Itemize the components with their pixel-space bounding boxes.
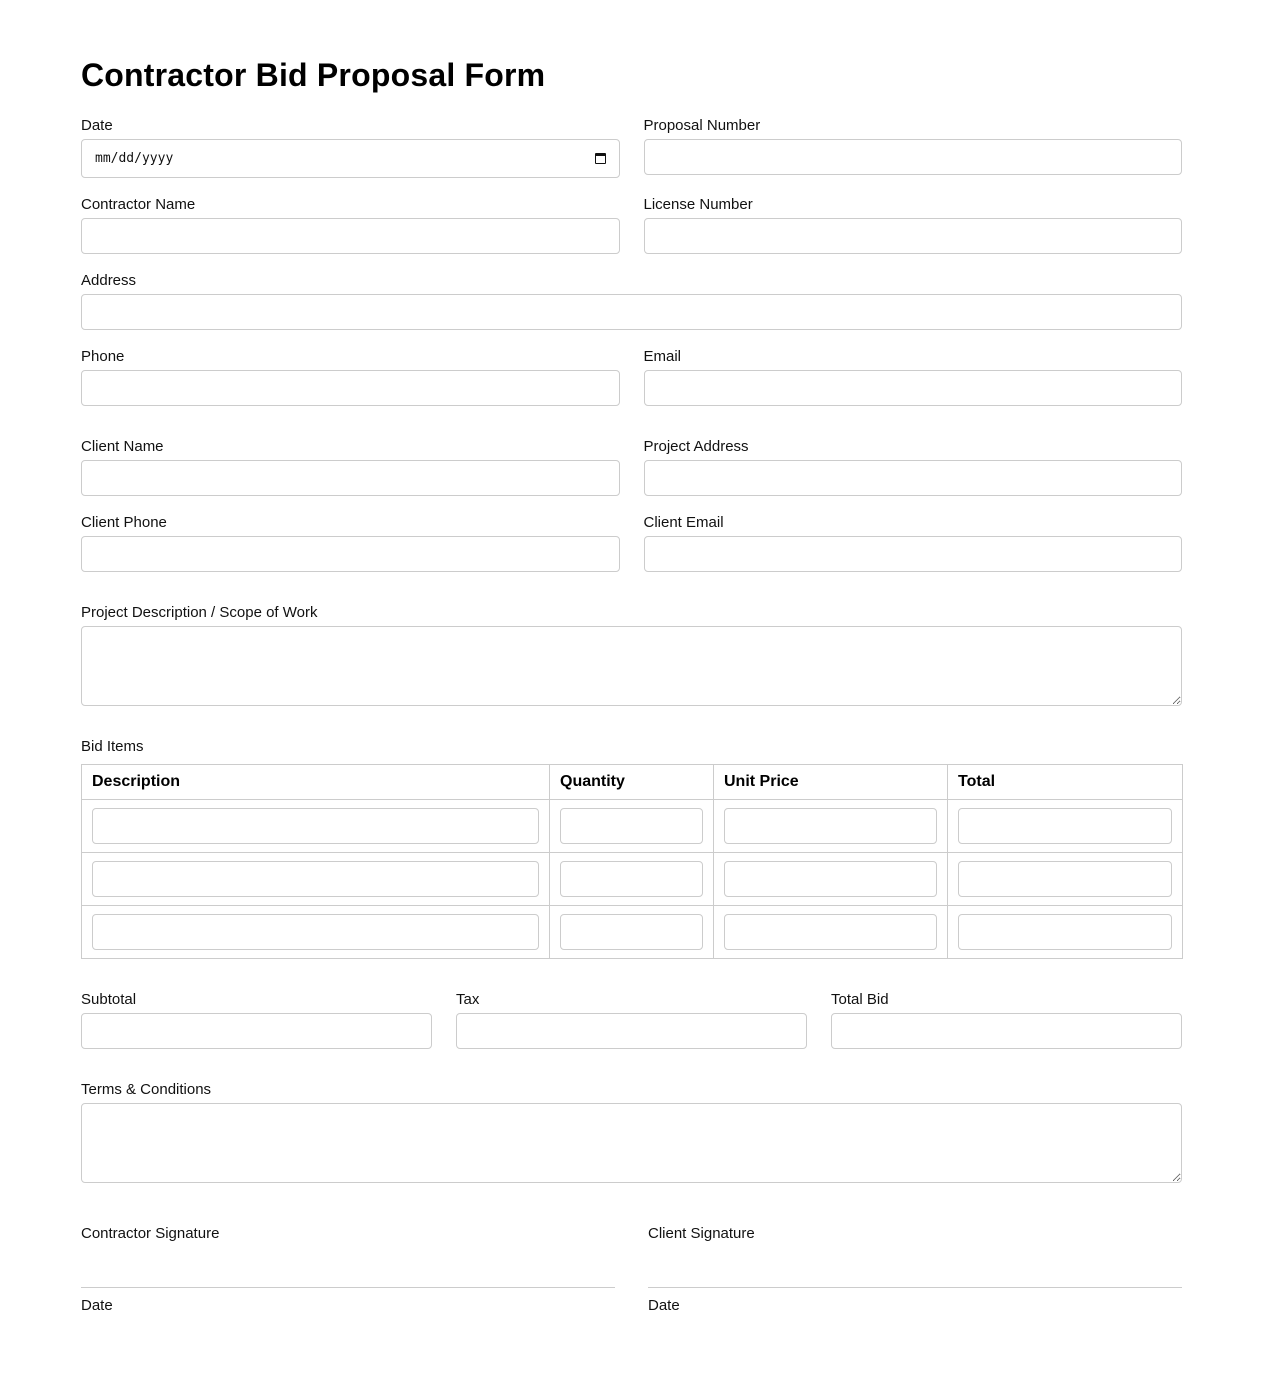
- bid-items-label: Bid Items: [81, 738, 144, 755]
- row-totals: [81, 990, 1182, 1049]
- proposal-number-field-group: [644, 116, 1183, 178]
- item-quantity-input[interactable]: [560, 861, 703, 897]
- email-input[interactable]: [644, 370, 1183, 406]
- project-description-textarea[interactable]: [81, 626, 1182, 706]
- column-header-quantity: Quantity: [550, 765, 714, 800]
- tax-field-group: [456, 990, 807, 1049]
- contractor-signature-block: [81, 1224, 615, 1316]
- total-bid-label: Total Bid: [831, 991, 889, 1008]
- client-signature-date-label: Date: [648, 1297, 680, 1314]
- project-address-input[interactable]: [644, 460, 1183, 496]
- table-header-row: [82, 765, 1183, 800]
- license-number-field-group: [644, 195, 1183, 254]
- phone-label: Phone: [81, 348, 125, 365]
- proposal-number-input[interactable]: [644, 139, 1183, 175]
- bid-items-section: [81, 737, 1183, 959]
- client-signature-label: Client Signature: [648, 1225, 755, 1242]
- date-label: Date: [81, 117, 113, 134]
- contractor-name-input[interactable]: [81, 218, 620, 254]
- item-total-input[interactable]: [958, 808, 1172, 844]
- bid-proposal-form: [81, 0, 1182, 1314]
- row-client-project: [81, 437, 1182, 496]
- page-title: Contractor Bid Proposal Form: [81, 57, 546, 93]
- client-email-label: Client Email: [643, 514, 724, 531]
- item-quantity-input[interactable]: [560, 914, 703, 950]
- date-field-group: [81, 116, 620, 178]
- contractor-signature-date-label: Date: [81, 1297, 113, 1314]
- address-label: Address: [81, 272, 137, 289]
- row-phone-email: [81, 347, 1182, 406]
- table-row: [82, 906, 1183, 959]
- item-unit-price-input[interactable]: [724, 808, 937, 844]
- subtotal-input[interactable]: [81, 1013, 432, 1049]
- table-row: [82, 800, 1183, 853]
- terms-label: Terms & Conditions: [81, 1081, 212, 1098]
- item-total-input[interactable]: [958, 861, 1172, 897]
- client-signature-block: [648, 1224, 1182, 1316]
- address-input[interactable]: [81, 294, 1182, 330]
- phone-input[interactable]: [81, 370, 620, 406]
- item-description-input[interactable]: [92, 861, 539, 897]
- proposal-number-label: Proposal Number: [643, 117, 761, 134]
- row-address: [81, 271, 1182, 330]
- bid-items-table: [81, 764, 1183, 959]
- item-description-input[interactable]: [92, 808, 539, 844]
- item-quantity-input[interactable]: [560, 808, 703, 844]
- row-date-proposal: [81, 116, 1182, 178]
- license-number-input[interactable]: [644, 218, 1183, 254]
- email-label: Email: [643, 348, 682, 365]
- email-field-group: [644, 347, 1183, 406]
- row-client-contact: [81, 513, 1182, 572]
- terms-field-group: [81, 1080, 1182, 1183]
- project-description-field-group: [81, 603, 1182, 706]
- column-header-unit-price: Unit Price: [714, 765, 948, 800]
- client-phone-input[interactable]: [81, 536, 620, 572]
- contractor-signature-label: Contractor Signature: [81, 1225, 220, 1242]
- phone-field-group: [81, 347, 620, 406]
- client-name-field-group: [81, 437, 620, 496]
- project-address-label: Project Address: [643, 438, 749, 455]
- item-total-input[interactable]: [958, 914, 1172, 950]
- terms-textarea[interactable]: [81, 1103, 1182, 1183]
- calendar-icon[interactable]: [595, 153, 606, 164]
- client-name-input[interactable]: [81, 460, 620, 496]
- row-terms: [81, 1080, 1182, 1183]
- project-description-label: Project Description / Scope of Work: [81, 604, 318, 621]
- contractor-signature-line[interactable]: [81, 1247, 615, 1288]
- column-header-total: Total: [948, 765, 1183, 800]
- total-bid-input[interactable]: [831, 1013, 1182, 1049]
- client-signature-line[interactable]: [648, 1247, 1182, 1288]
- row-project-description: [81, 603, 1182, 706]
- item-unit-price-input[interactable]: [724, 914, 937, 950]
- client-phone-field-group: [81, 513, 620, 572]
- tax-input[interactable]: [456, 1013, 807, 1049]
- license-number-label: License Number: [643, 196, 753, 213]
- project-address-field-group: [644, 437, 1183, 496]
- date-input[interactable]: [81, 139, 620, 178]
- tax-label: Tax: [456, 991, 480, 1008]
- subtotal-label: Subtotal: [81, 991, 137, 1008]
- contractor-name-label: Contractor Name: [81, 196, 196, 213]
- total-bid-field-group: [831, 990, 1182, 1049]
- client-name-label: Client Name: [81, 438, 164, 455]
- item-unit-price-input[interactable]: [724, 861, 937, 897]
- table-row: [82, 853, 1183, 906]
- contractor-name-field-group: [81, 195, 620, 254]
- address-field-group: [81, 271, 1182, 330]
- subtotal-field-group: [81, 990, 432, 1049]
- column-header-description: Description: [82, 765, 550, 800]
- row-contractor-license: [81, 195, 1182, 254]
- client-email-input[interactable]: [644, 536, 1183, 572]
- date-placeholder: mm/dd/yyyy: [95, 151, 174, 166]
- item-description-input[interactable]: [92, 914, 539, 950]
- client-email-field-group: [644, 513, 1183, 572]
- client-phone-label: Client Phone: [81, 514, 167, 531]
